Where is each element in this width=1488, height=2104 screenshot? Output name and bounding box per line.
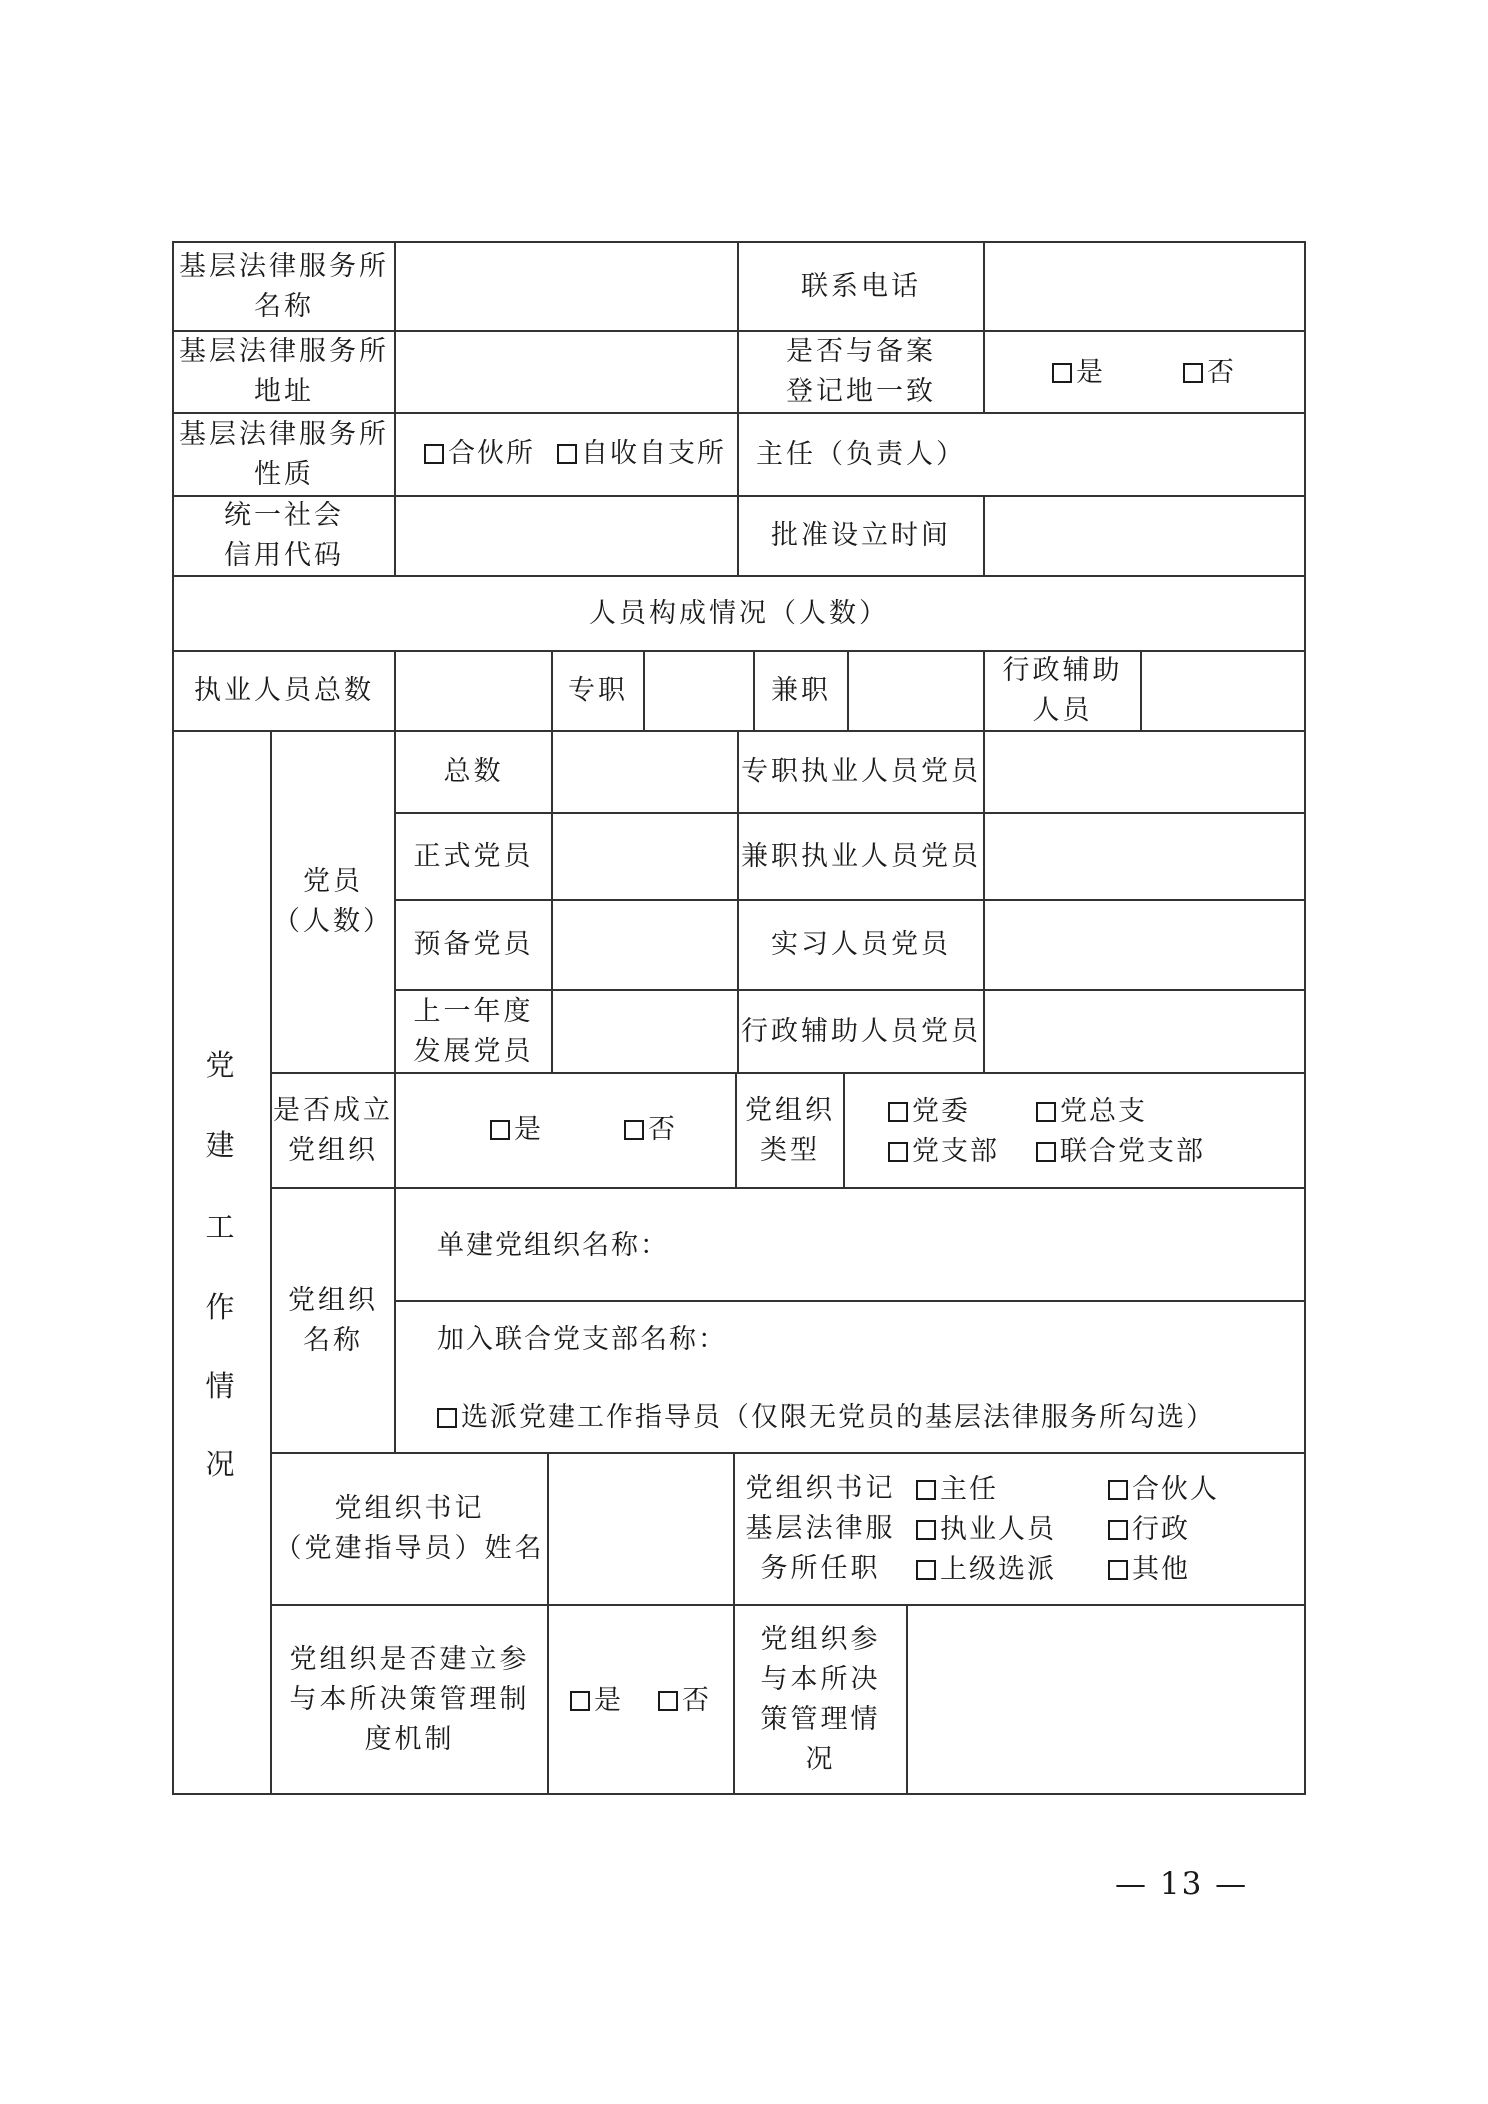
total-practitioners-field[interactable]	[396, 652, 551, 730]
position-partner-checkbox[interactable]: 合伙人	[1108, 1470, 1219, 1510]
checkbox-square-icon	[1036, 1102, 1056, 1122]
checkbox-square-icon	[424, 444, 444, 464]
org-established-no-checkbox[interactable]: 否	[624, 1110, 677, 1150]
position-assigned-checkbox[interactable]: 上级选派	[916, 1550, 1056, 1590]
position-admin-checkbox[interactable]: 行政	[1108, 1510, 1190, 1550]
parttime-label: 兼职	[771, 675, 831, 706]
type-committee-checkbox[interactable]: 党委	[888, 1092, 970, 1132]
checkbox-square-icon	[490, 1120, 510, 1140]
org-established-yes-checkbox[interactable]: 是	[490, 1110, 543, 1150]
parttime-members-label: 兼职执业人员党员	[741, 840, 981, 872]
checkbox-square-icon	[1108, 1520, 1128, 1540]
secretary-name-label: 党组织书记 （党建指导员）姓名	[274, 1493, 545, 1564]
fulltime-label: 专职	[568, 675, 628, 706]
secretary-position-label: 党组织书记 基层法律服 务所任职	[745, 1473, 896, 1584]
fulltime-members-label: 专职执业人员党员	[741, 756, 981, 787]
approval-time-label: 批准设立时间	[771, 520, 951, 551]
nature-partnership-checkbox[interactable]: 合伙所	[424, 434, 535, 474]
party-side-title-char: 作	[205, 1290, 235, 1324]
checkbox-square-icon	[916, 1560, 936, 1580]
parttime-field[interactable]	[849, 652, 983, 730]
checkbox-square-icon	[888, 1142, 908, 1162]
credit-code-field[interactable]	[396, 497, 737, 575]
assign-instructor-checkbox[interactable]: 选派党建工作指导员（仅限无党员的基层法律服务所勾选）	[437, 1398, 1215, 1438]
type-branch-checkbox[interactable]: 党支部	[888, 1132, 999, 1172]
checkbox-square-icon	[1108, 1560, 1128, 1580]
participation-label: 党组织参 与本所决 策管理情 况	[760, 1623, 881, 1775]
consistent-label: 是否与备案 登记地一致	[786, 336, 936, 407]
admin-members-label: 行政辅助人员党员	[741, 1015, 981, 1047]
checkbox-square-icon	[916, 1480, 936, 1500]
party-side-title-char: 工	[205, 1210, 235, 1244]
admin-members-field[interactable]	[985, 991, 1304, 1072]
participation-field[interactable]	[908, 1606, 1304, 1793]
fulltime-members-field[interactable]	[985, 732, 1304, 812]
table-border-right	[1304, 241, 1306, 1795]
consistent-no-checkbox[interactable]: 否	[1183, 353, 1236, 393]
party-side-title-char: 情	[205, 1369, 235, 1403]
intern-members-label: 实习人员党员	[771, 929, 951, 960]
col-divider	[394, 1187, 396, 1452]
table-border-bottom	[172, 1793, 1306, 1795]
members-total-field[interactable]	[553, 732, 737, 812]
checkbox-square-icon	[1108, 1480, 1128, 1500]
intern-members-field[interactable]	[985, 901, 1304, 989]
nature-selffunded-checkbox[interactable]: 自收自支所	[557, 434, 726, 474]
row-divider	[270, 1187, 1306, 1189]
address-field[interactable]	[396, 332, 737, 412]
party-members-label: 党员 （人数）	[273, 866, 393, 937]
checkbox-square-icon	[437, 1408, 457, 1428]
consistent-yes-checkbox[interactable]: 是	[1052, 353, 1105, 393]
formal-members-label: 正式党员	[413, 840, 534, 872]
checkbox-square-icon	[1036, 1142, 1056, 1162]
checkbox-square-icon	[1183, 363, 1203, 383]
org-name-label: 党组织 名称	[288, 1284, 378, 1356]
page-number: — 13 —	[1115, 1866, 1249, 1902]
staff-section-title: 人员构成情况（人数）	[589, 597, 889, 629]
party-side-title-char: 建	[205, 1128, 235, 1162]
admin-staff-label: 行政辅助 人员	[1002, 655, 1123, 726]
last-year-developed-field[interactable]	[553, 991, 737, 1072]
type-joint-branch-checkbox[interactable]: 联合党支部	[1036, 1132, 1205, 1172]
checkbox-square-icon	[888, 1102, 908, 1122]
checkbox-square-icon	[570, 1691, 590, 1711]
formal-members-field[interactable]	[553, 814, 737, 899]
service-name-field[interactable]	[396, 243, 737, 330]
type-general-branch-checkbox[interactable]: 党总支	[1036, 1092, 1147, 1132]
party-side-title-char: 党	[205, 1048, 235, 1082]
fulltime-field[interactable]	[645, 652, 753, 730]
checkbox-square-icon	[916, 1520, 936, 1540]
phone-label: 联系电话	[801, 270, 921, 302]
last-year-developed-label: 上一年度 发展党员	[413, 995, 534, 1067]
probationary-members-field[interactable]	[553, 901, 737, 989]
mechanism-yes-checkbox[interactable]: 是	[570, 1681, 623, 1721]
probationary-members-label: 预备党员	[413, 929, 534, 960]
members-total-label: 总数	[443, 756, 504, 787]
mechanism-label: 党组织是否建立参 与本所决策管理制 度机制	[289, 1643, 530, 1755]
party-side-title-char: 况	[205, 1447, 235, 1481]
director-label: 主任（负责人）	[756, 438, 966, 470]
credit-code-label: 统一社会 信用代码	[224, 500, 344, 571]
service-name-label: 基层法律服务所 名称	[179, 250, 389, 322]
address-label: 基层法律服务所 地址	[179, 336, 389, 407]
col-divider	[843, 1072, 845, 1187]
phone-field[interactable]	[985, 243, 1304, 330]
col-divider	[394, 1072, 396, 1187]
org-type-label: 党组织 类型	[745, 1094, 835, 1166]
checkbox-square-icon	[557, 444, 577, 464]
total-practitioners-label: 执业人员总数	[194, 675, 374, 706]
checkbox-square-icon	[1052, 363, 1072, 383]
position-practitioner-checkbox[interactable]: 执业人员	[916, 1510, 1056, 1550]
admin-staff-field[interactable]	[1142, 652, 1304, 730]
position-director-checkbox[interactable]: 主任	[916, 1470, 998, 1510]
director-field[interactable]	[985, 414, 1304, 495]
mechanism-no-checkbox[interactable]: 否	[658, 1681, 711, 1721]
secretary-name-field[interactable]	[549, 1454, 733, 1604]
parttime-members-field[interactable]	[985, 814, 1304, 899]
joint-branch-name-field[interactable]: 加入联合党支部名称：	[437, 1324, 727, 1355]
nature-label: 基层法律服务所 性质	[179, 418, 389, 490]
single-org-name-field[interactable]: 单建党组织名称：	[437, 1230, 669, 1261]
approval-time-field[interactable]	[985, 497, 1304, 575]
row-divider	[394, 1300, 1306, 1302]
checkbox-square-icon	[624, 1120, 644, 1140]
checkbox-square-icon	[658, 1691, 678, 1711]
org-established-label: 是否成立 党组织	[273, 1094, 393, 1166]
position-other-checkbox[interactable]: 其他	[1108, 1550, 1190, 1590]
